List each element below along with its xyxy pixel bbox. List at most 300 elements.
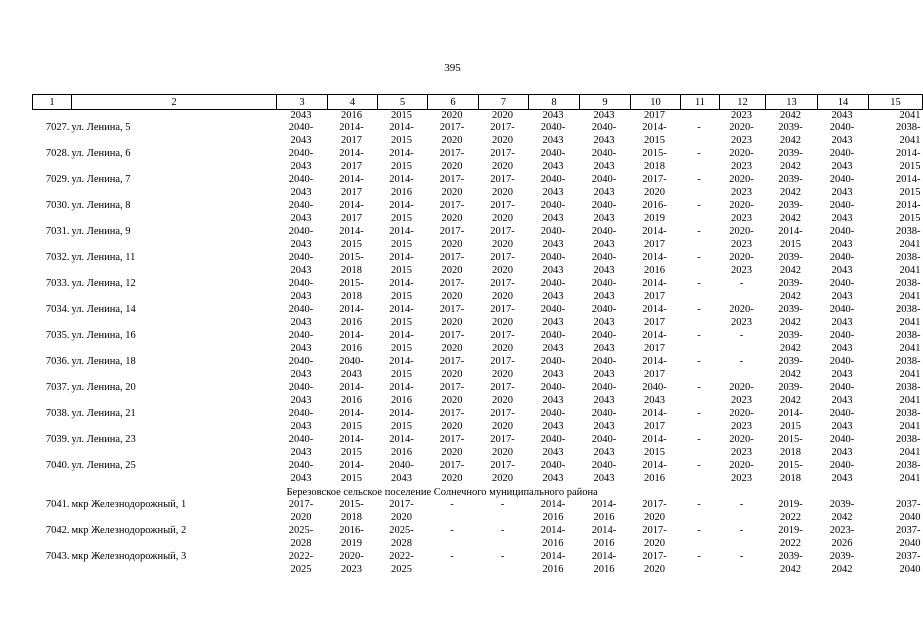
table-cell [681, 434, 720, 460]
table-cell [328, 174, 378, 200]
table-cell [818, 304, 869, 330]
cell-line: 2040- [540, 330, 566, 342]
table-cell [479, 551, 529, 577]
table-cell [681, 356, 720, 382]
cell-line: 2017- [490, 122, 515, 134]
cell-line: 2020 [441, 160, 463, 172]
cell-line: 2014- [642, 122, 667, 134]
table-cell [479, 499, 529, 525]
table-cell [720, 200, 766, 226]
cell-line: 2017- [439, 122, 465, 134]
table-row [33, 330, 923, 356]
cell-line: 2014- [642, 330, 667, 342]
cell-line: 2017- [439, 226, 465, 238]
table-cell [277, 200, 328, 226]
table-cell [869, 278, 923, 304]
cell-line: 2020 [492, 134, 513, 146]
cell-line: 2043 [593, 394, 615, 406]
column-header-12: 12 [720, 95, 766, 110]
cell-line: 2017- [642, 551, 667, 563]
cell-line: 2043 [593, 368, 615, 380]
cell-line: 2040- [591, 226, 617, 238]
cell-line: 2015 [341, 472, 362, 484]
cell-line: 2015 [780, 420, 801, 432]
table-cell [378, 252, 428, 278]
cell-line: 2040- [288, 200, 314, 212]
table-cell [328, 525, 378, 551]
address-cell: ул. Ленина, 12 [71, 278, 136, 290]
cell-line: 2043 [593, 212, 615, 224]
cell-line: 2014- [339, 200, 364, 212]
cell-line: 2039- [778, 551, 803, 563]
cell-line: 2017- [439, 174, 465, 186]
table-cell [766, 382, 818, 408]
cell-line: 2040- [591, 122, 617, 134]
cell-line: 2014- [339, 122, 364, 134]
table-cell [479, 408, 529, 434]
table-cell [818, 200, 869, 226]
table-row [33, 408, 923, 434]
cell-line: 2038- [896, 382, 921, 394]
table-cell [766, 356, 818, 382]
cell-line: 2020- [729, 174, 754, 186]
cell-line: 2043 [542, 160, 564, 172]
section-title: Березовское сельское поселение Солнечного муниципального района [286, 487, 598, 499]
page-number: 395 [444, 62, 461, 74]
cell-line: 2015- [339, 499, 364, 511]
cell-line: 2017- [490, 330, 515, 342]
cell-line: 2042 [780, 134, 801, 146]
cell-line: 2022- [389, 551, 414, 563]
table-row [33, 551, 923, 577]
cell-line: 2014- [642, 460, 667, 472]
cell-line: 2043 [542, 420, 564, 432]
cell-line: 2020- [729, 226, 754, 238]
table-cell [580, 148, 631, 174]
table-cell [681, 304, 720, 330]
cell-line: - [450, 525, 454, 537]
table-cell [580, 174, 631, 200]
cell-line: 2016 [542, 563, 564, 575]
table-cell [428, 434, 479, 460]
cell-line: 2040- [540, 174, 566, 186]
cell-line: 2042 [780, 160, 801, 172]
table-row [33, 460, 923, 486]
table-cell [479, 382, 529, 408]
table-row [33, 356, 923, 382]
cell-line: 2040 [899, 563, 921, 575]
table-cell [529, 226, 580, 252]
address-cell: мкр Железнодорожный, 2 [71, 525, 187, 537]
cell-line: 2040- [540, 226, 566, 238]
cell-line: 2023 [731, 264, 752, 276]
table-cell [378, 174, 428, 200]
table-cell [277, 408, 328, 434]
cell-line: 2014- [896, 174, 921, 186]
cell-line: 2014- [642, 304, 667, 316]
cell-line: 2020 [492, 446, 513, 458]
cell-line: 2014- [339, 408, 364, 420]
cell-line: 2043 [593, 342, 615, 354]
table-cell [631, 278, 681, 304]
table-cell [681, 252, 720, 278]
cell-line: 2014- [642, 278, 667, 290]
cell-line: - [697, 122, 701, 134]
cell-line: 2023 [731, 316, 752, 328]
cell-line: 2043 [542, 394, 564, 406]
table-cell [681, 460, 720, 486]
cell-line: 2017 [644, 316, 665, 328]
table-cell [378, 525, 428, 551]
table-row [33, 278, 923, 304]
cell-line: 2014- [389, 252, 414, 264]
table-cell [277, 356, 328, 382]
cell-line: 2040 [899, 537, 921, 549]
cell-line: 2040- [540, 200, 566, 212]
cell-line: 2043 [542, 472, 564, 484]
cell-line: 2014- [339, 382, 364, 394]
table-cell [631, 148, 681, 174]
cell-line: 2015 [391, 290, 412, 302]
column-header-3: 3 [277, 95, 328, 110]
cell-line: - [697, 200, 701, 212]
table-row [33, 200, 923, 226]
table-cell: 2020 [441, 110, 463, 121]
cell-line: 2023 [731, 472, 752, 484]
table-cell [328, 460, 378, 486]
cell-line: 2038- [896, 304, 921, 316]
cell-line: 2041 [899, 134, 921, 146]
table-cell [529, 551, 580, 577]
cell-line: 2041 [899, 316, 921, 328]
table-cell [277, 304, 328, 330]
cell-line: 2017- [490, 434, 515, 446]
cell-line: 2040- [829, 330, 855, 342]
cell-line: 2014- [389, 200, 414, 212]
table-cell [277, 122, 328, 148]
address-cell [72, 110, 277, 123]
section-spacer-cell [33, 486, 72, 499]
cell-line: - [697, 499, 701, 511]
cell-line: - [697, 226, 701, 238]
cell-line: 2016 [593, 511, 615, 523]
cell-line: 2020 [644, 537, 665, 549]
cell-line: 2040- [829, 304, 855, 316]
address-cell: мкр Железнодорожный, 1 [71, 499, 187, 511]
table-cell [869, 382, 923, 408]
cell-line: 2016 [593, 563, 615, 575]
cell-line: 2015 [644, 134, 665, 146]
cell-line: 2038- [896, 330, 921, 342]
cell-line: 2040- [829, 226, 855, 238]
cell-line: 2014- [642, 408, 667, 420]
table-cell [378, 434, 428, 460]
table-cell [766, 122, 818, 148]
table-cell [428, 499, 479, 525]
table-row [33, 434, 923, 460]
cell-line: 2017- [439, 252, 465, 264]
table-cell [580, 525, 631, 551]
table-cell [681, 110, 720, 123]
table-cell [818, 408, 869, 434]
table-cell [328, 499, 378, 525]
table-cell [529, 408, 580, 434]
cell-line: 2039- [778, 252, 803, 264]
cell-line: 2040- [591, 174, 617, 186]
cell-line: 2017- [439, 382, 465, 394]
cell-line: 2037- [896, 525, 921, 537]
cell-line: 2018 [780, 446, 801, 458]
column-header-15: 15 [869, 95, 923, 110]
cell-line: 2017 [644, 368, 665, 380]
cell-line: 2014- [642, 434, 667, 446]
cell-line: 2041 [899, 394, 921, 406]
row-number-cell: 7029. [45, 174, 70, 186]
cell-line: 2020 [492, 264, 513, 276]
table-cell: 2016 [341, 110, 362, 121]
cell-line: 2020 [644, 511, 665, 523]
table-cell [428, 252, 479, 278]
table-cell [580, 499, 631, 525]
table-cell [378, 551, 428, 577]
address-cell: ул. Ленина, 21 [71, 408, 136, 420]
table-cell [529, 356, 580, 382]
table-cell [529, 278, 580, 304]
table-cell [428, 278, 479, 304]
cell-line: 2040- [540, 382, 566, 394]
table-cell [428, 551, 479, 577]
table-cell [328, 200, 378, 226]
cell-line: 2017- [439, 330, 465, 342]
table-cell [766, 200, 818, 226]
table-cell [328, 330, 378, 356]
cell-line: 2040- [829, 460, 855, 472]
table-cell [631, 304, 681, 330]
cell-line: 2015 [391, 160, 412, 172]
cell-line: 2014- [896, 148, 921, 160]
cell-line: - [697, 525, 701, 537]
cell-line: 2041 [899, 290, 921, 302]
table-cell [766, 278, 818, 304]
table-cell [766, 434, 818, 460]
cell-line: 2038- [896, 356, 921, 368]
cell-line: 2014- [339, 226, 364, 238]
cell-line: 2016 [542, 537, 564, 549]
table-cell [328, 226, 378, 252]
table-cell [631, 226, 681, 252]
cell-line: 2014- [339, 304, 364, 316]
cell-line: 2017 [341, 134, 362, 146]
table-cell: 2043 [831, 110, 853, 121]
table-cell [631, 200, 681, 226]
table-cell [681, 499, 720, 525]
cell-line: 2043 [542, 342, 564, 354]
row-number-cell: 7038. [45, 408, 70, 420]
cell-line: 2015- [339, 278, 364, 290]
cell-line: 2014- [389, 434, 414, 446]
table-cell [818, 434, 869, 460]
cell-line: 2015 [899, 212, 921, 224]
cell-line: 2042 [780, 290, 801, 302]
cell-line: 2017- [439, 278, 465, 290]
cell-line: 2043 [542, 212, 564, 224]
cell-line: 2014- [591, 499, 617, 511]
table-row [33, 252, 923, 278]
cell-line: 2017 [341, 186, 362, 198]
address-cell: ул. Ленина, 14 [71, 304, 136, 316]
cell-line: 2014- [389, 330, 414, 342]
cell-line: - [697, 278, 701, 290]
cell-line: 2014- [540, 499, 566, 511]
cell-line: 2040- [829, 408, 855, 420]
cell-line: 2020 [441, 342, 463, 354]
cell-line: 2020 [492, 394, 513, 406]
cell-line: 2039- [778, 122, 803, 134]
table-cell [378, 460, 428, 486]
cell-line: - [697, 382, 701, 394]
cell-line: 2043 [831, 186, 853, 198]
cell-line: 2017- [490, 278, 515, 290]
cell-line: 2014- [389, 408, 414, 420]
cell-line: 2040- [829, 382, 855, 394]
column-header-9: 9 [580, 95, 631, 110]
cell-line: 2043 [290, 186, 312, 198]
cell-line: 2043 [290, 342, 312, 354]
table-cell [479, 200, 529, 226]
address-cell: ул. Ленина, 6 [71, 148, 131, 160]
cell-line: 2025- [288, 525, 314, 537]
cell-line: 2043 [542, 290, 564, 302]
table-cell [328, 408, 378, 434]
cell-line: 2020- [729, 252, 754, 264]
cell-line: 2040- [591, 200, 617, 212]
cell-line: 2014- [389, 148, 414, 160]
table-cell [580, 252, 631, 278]
cell-line: 2038- [896, 252, 921, 264]
cell-line: 2015 [391, 212, 412, 224]
table-cell [869, 408, 923, 434]
cell-line: 2040- [642, 382, 667, 394]
cell-line: 2016 [341, 394, 362, 406]
table-cell [277, 499, 328, 525]
cell-line: 2014- [339, 434, 364, 446]
table-cell [428, 174, 479, 200]
cell-line: 2014- [591, 525, 617, 537]
cell-line: 2042 [780, 394, 801, 406]
cell-line: 2016 [391, 394, 412, 406]
table-cell [869, 460, 923, 486]
cell-line: 2017- [490, 148, 515, 160]
cell-line: 2040- [591, 304, 617, 316]
row-number-cell: 7027. [45, 122, 70, 134]
cell-line: 2020 [441, 212, 463, 224]
table-cell [720, 499, 766, 525]
table-cell [681, 382, 720, 408]
cell-line: 2043 [290, 212, 312, 224]
table-cell [681, 408, 720, 434]
table-cell [479, 226, 529, 252]
table-cell [631, 382, 681, 408]
table-row [33, 148, 923, 174]
table-cell [720, 278, 766, 304]
cell-line: 2014- [778, 408, 803, 420]
table-cell [277, 174, 328, 200]
cell-line: 2042 [780, 212, 801, 224]
table-cell [479, 356, 529, 382]
cell-line: - [697, 174, 701, 186]
table-cell [580, 551, 631, 577]
cell-line: 2042 [831, 511, 853, 523]
address-cell: ул. Ленина, 16 [71, 330, 136, 342]
cell-line: 2015 [341, 446, 362, 458]
cell-line: 2043 [831, 446, 853, 458]
cell-line: 2020 [441, 368, 463, 380]
column-header-11: 11 [681, 95, 720, 110]
table-cell [631, 252, 681, 278]
cell-line: 2043 [290, 472, 312, 484]
cell-line: 2014- [642, 226, 667, 238]
cell-line: 2040- [540, 356, 566, 368]
table-cell [681, 122, 720, 148]
cell-line: 2039- [778, 304, 803, 316]
cell-line: 2020 [441, 186, 463, 198]
cell-line: 2040- [540, 304, 566, 316]
table-cell [479, 278, 529, 304]
cell-line: 2040- [288, 304, 314, 316]
table-cell [869, 252, 923, 278]
table-cell [328, 356, 378, 382]
cell-line: 2017- [439, 200, 465, 212]
cell-line: 2040 [899, 511, 921, 523]
table-cell [328, 551, 378, 577]
table-cell [428, 200, 479, 226]
row-number-cell: 7031. [45, 226, 70, 238]
cell-line: 2023 [731, 446, 752, 458]
table-cell [681, 551, 720, 577]
table-cell [869, 525, 923, 551]
cell-line: 2018 [341, 511, 362, 523]
cell-line: 2039- [778, 174, 803, 186]
cell-line: 2040- [829, 252, 855, 264]
cell-line: 2040- [288, 460, 314, 472]
table-cell [479, 148, 529, 174]
cell-line: 2023 [731, 394, 752, 406]
cell-line: 2022- [288, 551, 314, 563]
address-cell: мкр Железнодорожный, 3 [71, 551, 187, 563]
table-cell: 2042 [780, 110, 801, 121]
table-cell [720, 356, 766, 382]
table-cell [631, 122, 681, 148]
cell-line: 2042 [780, 186, 801, 198]
row-number-cell: 7030. [45, 200, 70, 212]
table-cell [631, 499, 681, 525]
table-cell [428, 356, 479, 382]
table-row [33, 525, 923, 551]
cell-line: 2041 [899, 368, 921, 380]
cell-line: 2014- [339, 330, 364, 342]
row-number-cell: 7041. [45, 499, 70, 511]
cell-line: 2016 [391, 446, 412, 458]
cell-line: 2040- [288, 408, 314, 420]
table-cell [720, 122, 766, 148]
cell-line: 2020- [729, 148, 754, 160]
table-cell [818, 356, 869, 382]
cell-line: 2041 [899, 238, 921, 250]
table-cell [869, 226, 923, 252]
column-header-14: 14 [818, 95, 869, 110]
cell-line: 2040- [540, 252, 566, 264]
cell-line: 2043 [290, 134, 312, 146]
